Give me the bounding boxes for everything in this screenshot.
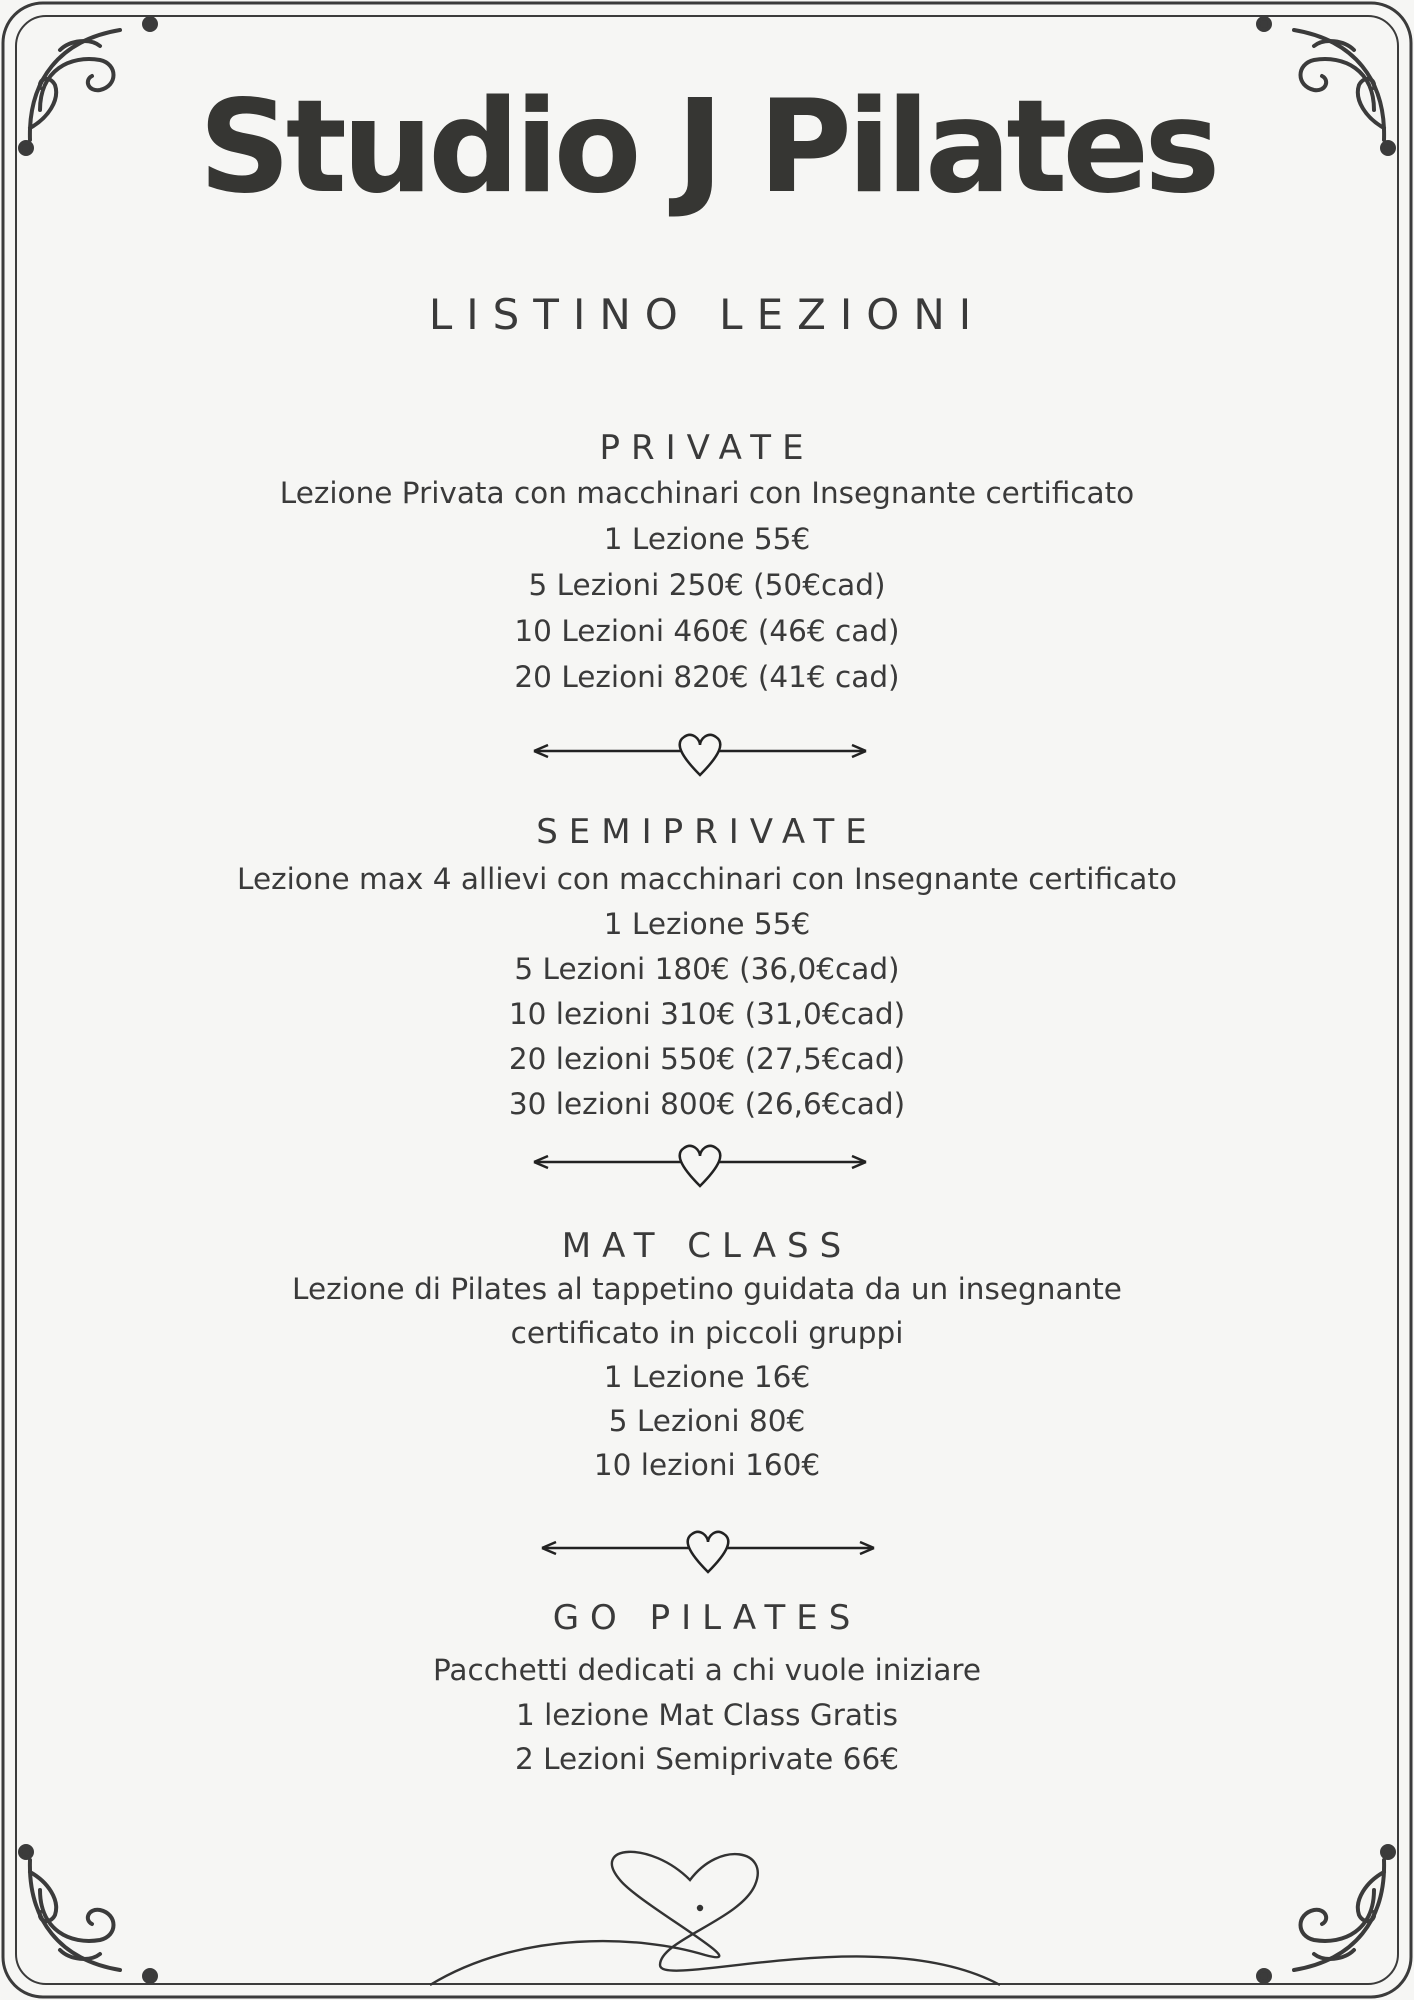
page-subtitle: LISTINO LEZIONI — [428, 290, 986, 339]
price-line: Pacchetti dedicati a chi vuole iniziare — [432, 1653, 982, 1687]
price-line: 10 Lezioni 460€ (46€ cad) — [514, 614, 900, 648]
section-title-mat-class: MAT CLASS — [561, 1226, 853, 1266]
heart-divider — [530, 725, 870, 785]
section-title-go-pilates: GO PILATES — [552, 1598, 862, 1638]
price-line: 10 lezioni 310€ (31,0€cad) — [508, 997, 906, 1031]
price-line: 20 Lezioni 820€ (41€ cad) — [514, 660, 900, 694]
price-line: 10 lezioni 160€ — [593, 1448, 821, 1482]
price-line: 2 Lezioni Semiprivate 66€ — [514, 1742, 899, 1776]
price-line: 30 lezioni 800€ (26,6€cad) — [508, 1087, 906, 1121]
page-title: Studio J Pilates — [198, 73, 1216, 222]
section-title-private: PRIVATE — [599, 428, 815, 468]
price-line: 5 Lezioni 250€ (50€cad) — [528, 568, 886, 602]
price-line: 1 Lezione 16€ — [603, 1360, 811, 1394]
heart-divider — [530, 1136, 870, 1196]
price-line: Lezione max 4 allievi con macchinari con Insegnante certificato — [237, 862, 1177, 896]
section-title-semiprivate: SEMIPRIVATE — [536, 812, 878, 852]
price-line: 5 Lezioni 80€ — [608, 1404, 806, 1438]
price-line: 1 Lezione 55€ — [603, 522, 811, 556]
price-line: certificato in piccoli gruppi — [510, 1316, 904, 1350]
bottom-heart-swirl — [430, 1852, 1000, 1985]
price-line: 20 lezioni 550€ (27,5€cad) — [508, 1042, 906, 1076]
price-line: 1 lezione Mat Class Gratis — [515, 1698, 899, 1732]
price-line: 5 Lezioni 180€ (36,0€cad) — [514, 952, 900, 986]
price-line: 1 Lezione 55€ — [603, 907, 811, 941]
price-line: Lezione Privata con macchinari con Insegnante certificato — [279, 476, 1135, 510]
price-line: Lezione di Pilates al tappetino guidata da un insegnante — [292, 1272, 1122, 1306]
heart-divider — [538, 1522, 878, 1582]
